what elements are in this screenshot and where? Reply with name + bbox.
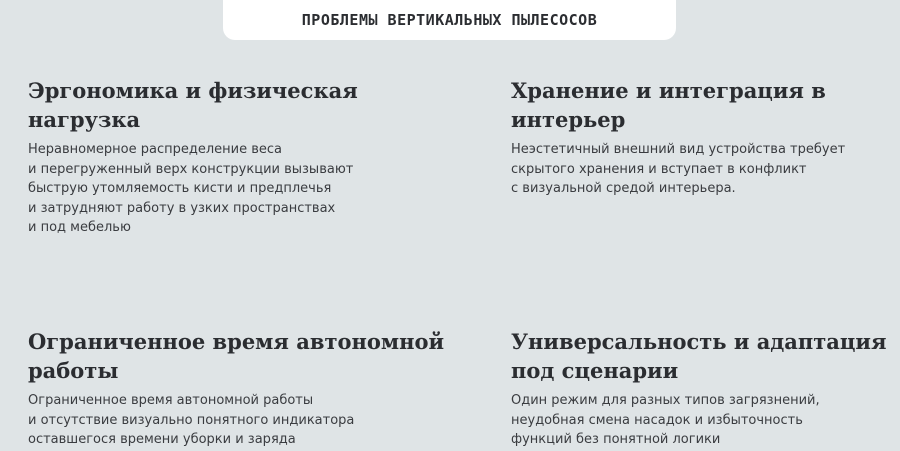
card-description: Один режим для разных типов загрязнений, неудобная смена насадок и избыточность функций без понятной логики (511, 393, 820, 447)
card-description: Неэстетичный внешний вид устройства требует скрытого хранения и вступает в конфликт с визуальной средой интерьера. (511, 142, 846, 196)
problem-card-ergonomics (28, 76, 448, 238)
problem-card-versatility (511, 327, 891, 450)
problem-card-storage (511, 76, 891, 199)
card-title: Ограниченное время автономной работы (28, 329, 445, 383)
card-title: Хранение и интеграция в интерьер (511, 78, 826, 132)
page-title: ПРОБЛЕМЫ ВЕРТИКАЛЬНЫХ ПЫЛЕСОСОВ (301, 11, 598, 29)
problem-card-battery (28, 327, 448, 450)
card-title: Эргономика и физическая нагрузка (28, 78, 358, 132)
card-description: Неравномерное распределение веса и перегруженный верх конструкции вызывают быструю утомляемость кисти и предплечья и затрудняют работу в узких пространствах и под мебелью (28, 142, 354, 235)
page-title-banner (223, 0, 676, 40)
card-description: Ограниченное время автономной работы и отсутствие визуально понятного индикатора оставшегося времени уборки и заряда (28, 393, 355, 447)
card-title: Универсальность и адаптация под сценарии (511, 329, 887, 383)
